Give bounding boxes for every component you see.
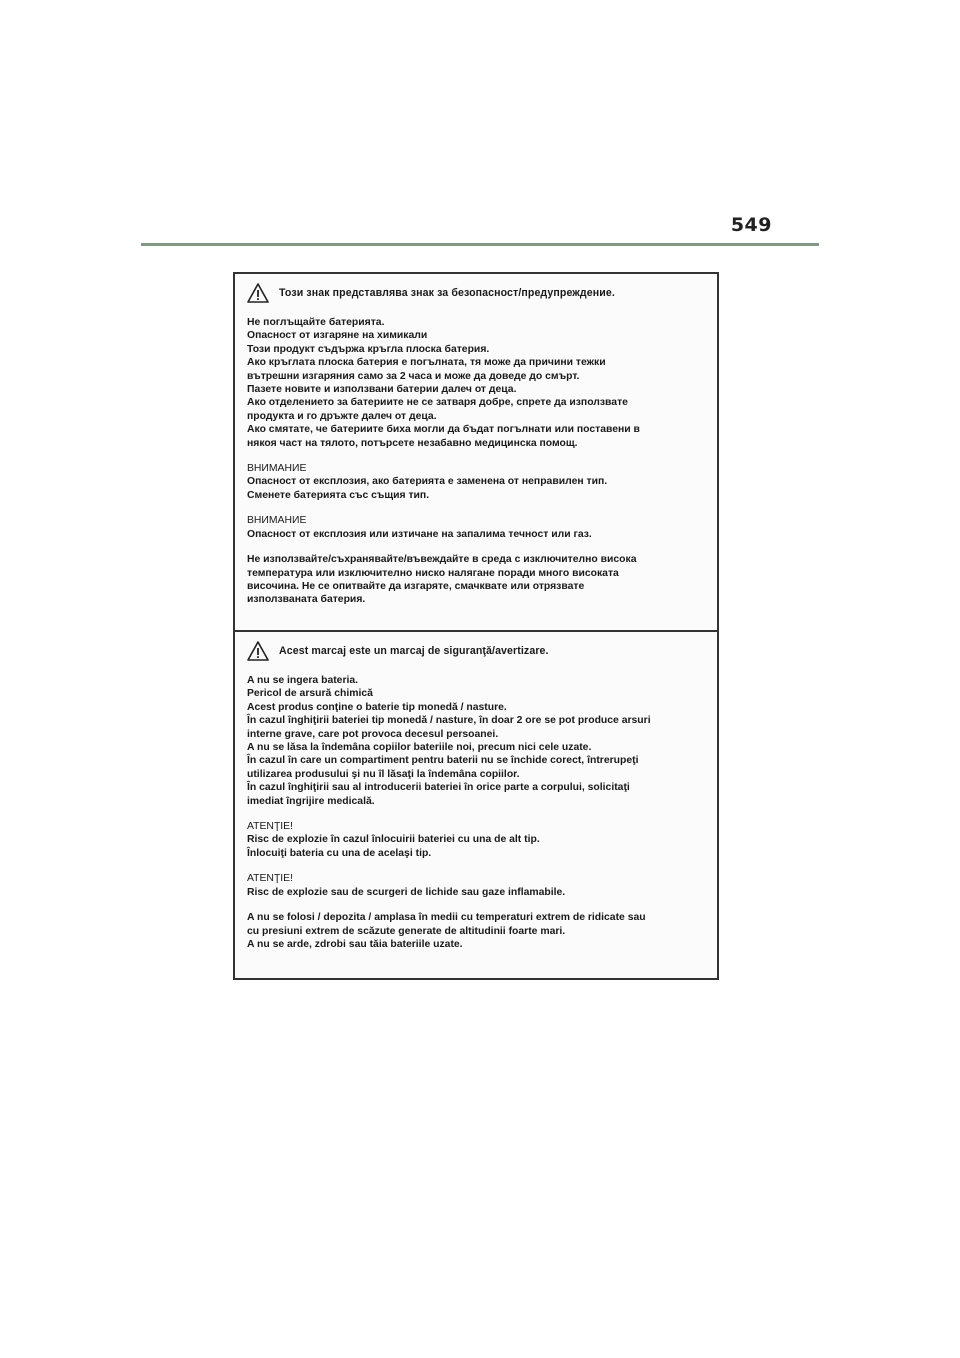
ro-line: Înlocuiţi bateria cu una de acelaşi tip. [247,847,432,859]
ro-line: A nu se lăsa la îndemâna copiilor bateriile noi, precum nici cele uzate. [247,742,592,754]
bulgarian-heading-text: Този знак представлява знак за безопасност/предупреждение. [279,287,615,299]
ro-line: imediat îngrijire medicală. [247,795,375,807]
ro-line: A nu se arde, zdrobi sau tăia bateriile uzate. [247,938,463,950]
bulgarian-caution1 [247,462,705,502]
bg-line: вътрешни изгаряния само за 2 часа и може да доведе до смърт. [247,370,580,382]
bg-caution-title: ВНИМАНИЕ [247,515,307,527]
romanian-block1 [247,674,705,808]
header-rule [141,243,819,246]
ro-line: interne grave, care pot provoca decesul persoanei. [247,728,499,740]
ro-caution-title: ATENŢIE! [247,873,293,885]
ro-caution-title: ATENŢIE! [247,821,293,833]
bg-line: Опасност от експлозия или изтичане на запалима течност или газ. [247,528,592,540]
romanian-section [235,632,717,978]
bg-line: Не използвайте/съхранявайте/въвеждайте в среда с изключително висока [247,554,637,566]
ro-line: Risc de explozie sau de scurgeri de lichide sau gaze inflamabile. [247,886,566,898]
ro-line: utilizarea produsului şi nu îl lăsaţi la îndemâna copiilor. [247,768,520,780]
battery-warning-label [233,272,719,980]
bg-line: Опасност от експлозия, ако батерията е заменена от неправилен тип. [247,476,608,488]
warning-triangle-icon [247,641,269,661]
bg-caution-title: ВНИМАНИЕ [247,463,307,475]
bg-line: Ако смятате, че батериите биха могли да бъдат погълнати или поставени в [247,424,640,436]
bg-line: Ако отделението за батериите не се затваря добре, спрете да използвате [247,397,628,409]
romanian-heading [247,636,705,666]
bg-line: Пазете новите и използвани батерии далеч от деца. [247,384,517,396]
bulgarian-caution2 [247,514,705,541]
romanian-block-last [247,911,705,951]
warning-triangle-icon [247,283,269,303]
bg-line: Ако кръглата плоска батерия е погълната, тя може да причини тежки [247,357,606,369]
bulgarian-block-last [247,553,705,607]
ro-line: Risc de explozie în cazul înlocuirii bateriei cu una de alt tip. [247,834,540,846]
ro-line: În cazul înghiţirii bateriei tip monedă / nasture, în doar 2 ore se pot produce arsuri [247,715,651,727]
ro-line: cu presiuni extrem de scăzute generate de altitudinii foarte mari. [247,925,566,937]
page-number: 549 [730,214,772,236]
ro-line: În cazul în care un compartiment pentru baterii nu se închide corect, întrerupeţi [247,755,639,767]
bulgarian-section [235,274,717,632]
bg-line: Не поглъщайте батерията. [247,317,385,328]
ro-line: Acest produs conţine o baterie tip monedă / nasture. [247,701,507,713]
ro-line: A nu se ingera bateria. [247,675,359,686]
bg-line: някоя част на тялото, потърсете незабавно медицинска помощ. [247,437,578,449]
ro-line: Pericol de arsură chimică [247,688,373,700]
romanian-heading-text: Acest marcaj este un marcaj de siguranţă/avertizare. [279,645,549,657]
bg-line: температура или изключително ниско налягане поради много високата [247,567,619,579]
ro-line: A nu se folosi / depozita / amplasa în medii cu temperaturi extrem de ridicate sau [247,912,646,924]
romanian-caution2 [247,872,705,899]
bulgarian-block1 [247,316,705,450]
bulgarian-heading [247,278,705,308]
bg-line: използваната батерия. [247,594,366,606]
bg-line: Този продукт съдържа кръгла плоска батерия. [247,343,490,355]
ro-line: În cazul înghiţirii sau al introducerii bateriei în orice parte a corpului, solicitaţi [247,782,630,794]
bg-line: височина. Не се опитвайте да изгаряте, смачквате или отрязвате [247,580,585,592]
bg-line: продукта и го дръжте далеч от деца. [247,410,437,422]
bg-line: Опасност от изгаряне на химикали [247,330,428,342]
bg-line: Сменете батерията със същия тип. [247,489,430,501]
romanian-caution1 [247,820,705,860]
